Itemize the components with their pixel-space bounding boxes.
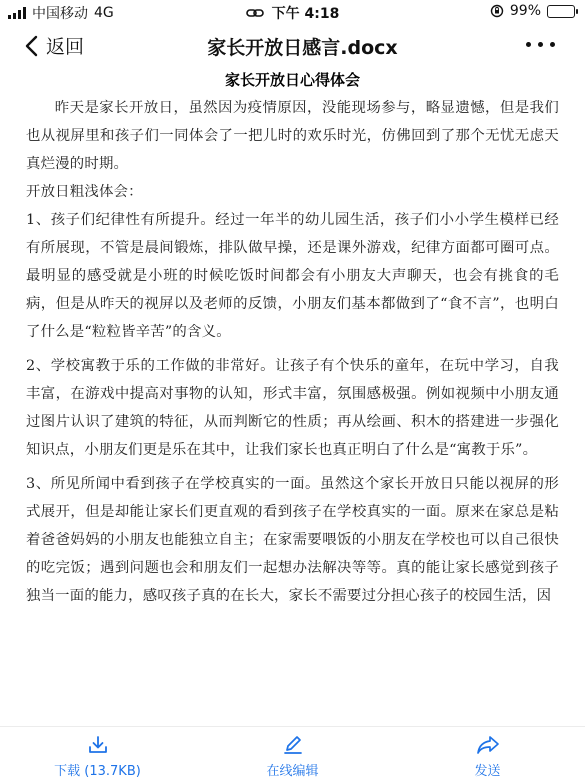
status-right (490, 3, 575, 19)
more-dot-icon (526, 42, 531, 47)
orientation-lock-icon (490, 4, 504, 18)
send-label: 发送 (474, 764, 501, 779)
carrier-label: 中国移动 (32, 6, 88, 22)
clock: 下午 4:18 (271, 6, 340, 22)
page-title: 家长开放日感言.docx (207, 37, 398, 59)
back-button[interactable] (24, 32, 84, 59)
edit-label: 在线编辑 (266, 764, 319, 779)
battery-percent: 99% (509, 3, 541, 19)
document-viewer[interactable] (0, 68, 585, 726)
more-dot-icon (538, 42, 543, 47)
back-label: 返回 (46, 36, 85, 58)
online-edit-button[interactable] (195, 727, 390, 780)
document-paragraph: 开放日粗浅体会： (26, 184, 143, 200)
chevron-left-icon (24, 35, 38, 57)
download-icon (87, 735, 109, 755)
document-paragraph: 2、学校寓教于乐的工作做的非常好。让孩子有个快乐的童年，在玩中学习，自我丰富，在游戏中提高对事物的认知，形式丰富，氛围感极强。例如视频中小朋友通过图片认识了建筑的特征，从而判断它的性质；再从绘画、积木的搭建进一步强化知识点，小朋友们更是乐在其中，让我们家长也真正明白了什么是“寓教于乐”。 (26, 358, 559, 458)
download-button[interactable] (0, 727, 195, 780)
pencil-icon (282, 735, 304, 755)
battery-icon (547, 5, 575, 18)
status-bar (0, 0, 585, 24)
network-label: 4G (94, 5, 114, 21)
document-title: 家长开放日心得体会 (224, 71, 360, 89)
document-paragraph: 3、所见所闻中看到孩子在学校真实的一面。虽然这个家长开放日只能以视屏的形式展开，但是却能让家长们更直观的看到孩子在学校真实的一面。原来在家总是粘着爸爸妈妈的小朋友也能独立自主；在家需要喂饭的小朋友在学校也可以自己很快的吃完饭；遇到问题也会和朋友们一起想办法解决等等。真的能让家长感觉到孩子独当一面的能力，感叹孩子真的在长大，家长不需要过分担心孩子的校园生活，因 (26, 476, 559, 604)
link-icon (246, 7, 264, 19)
download-label: 下载 (13.7KB) (54, 764, 141, 779)
more-options-button[interactable] (526, 42, 555, 47)
document-paragraph: 1、孩子们纪律性有所提升。经过一年半的幼儿园生活，孩子们小小学生模样已经有所展现，不管是晨间锻炼，排队做早操，还是课外游戏，纪律方面都可圈可点。最明显的感受就是小班的时候吃饭时间都会有小朋友大声聊天，也会有挑食的毛病，但是从昨天的视屏以及老师的反馈，小朋友们基本都做到了“食不言”，也明白了什么是“粒粒皆辛苦”的含义。 (26, 212, 559, 340)
nav-bar (0, 24, 585, 68)
share-arrow-icon (476, 735, 500, 755)
bottom-toolbar (0, 726, 585, 780)
send-button[interactable] (390, 727, 585, 780)
document-paragraph: 昨天是家长开放日，虽然因为疫情原因，没能现场参与，略显遗憾，但是我们也从视屏里和孩子们一同体会了一把儿时的欢乐时光，仿佛回到了那个无忧无虑天真烂漫的时期。 (26, 100, 559, 172)
more-dot-icon (550, 42, 555, 47)
